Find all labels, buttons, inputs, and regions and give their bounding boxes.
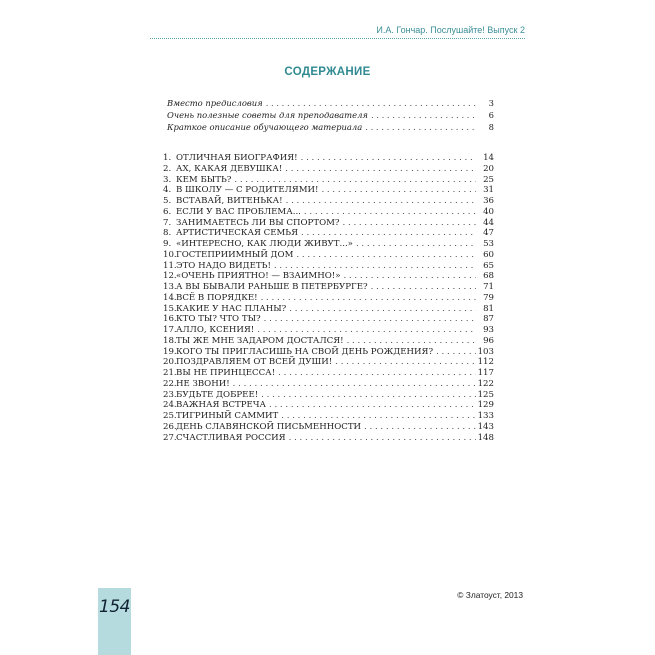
- toc-entry-title: ЭТО НАДО ВИДЕТЬ!: [176, 260, 271, 271]
- toc-entry-title: КЕМ БЫТЬ?: [176, 174, 232, 185]
- toc-lesson-item: [163, 218, 494, 228]
- toc-entry-page: 125: [477, 389, 494, 400]
- toc-leader: [335, 357, 475, 367]
- toc-entry-number: 15.: [163, 303, 177, 314]
- toc-lesson-item: [163, 347, 494, 357]
- toc-entry-number: 4.: [163, 185, 172, 196]
- toc-lesson-item: [163, 357, 494, 367]
- toc-entry-number: 10.: [163, 249, 177, 260]
- toc-entry-title: ЕСЛИ У ВАС ПРОБЛЕМА...: [176, 206, 301, 217]
- toc-leader: [371, 282, 476, 292]
- toc-entry-title: КТО ТЫ? ЧТО ТЫ?: [176, 314, 261, 325]
- toc-entry-title: ТЫ ЖЕ МНЕ ЗАДАРОМ ДОСТАЛСЯ!: [176, 335, 344, 346]
- toc-leader: [343, 271, 476, 281]
- toc-leader: [285, 164, 476, 174]
- toc-entry-number: 27.: [163, 432, 177, 443]
- toc-lesson-item: [163, 185, 494, 195]
- toc-entry-page: 112: [477, 357, 494, 368]
- toc-lesson-item: [163, 239, 494, 249]
- toc-entry-title: НЕ ЗВОНИ!: [176, 378, 230, 389]
- toc-entry-number: 24.: [163, 400, 177, 411]
- toc-entry-title: Очень полезные советы для преподавателя: [167, 110, 368, 120]
- toc-leader: [233, 379, 476, 389]
- toc-lesson-item: [163, 400, 494, 410]
- toc-entry-title: СЧАСТЛИВАЯ РОССИЯ: [176, 432, 286, 443]
- toc-leader: [347, 336, 476, 346]
- toc-entry-page: 93: [483, 325, 494, 335]
- toc-entry-title: А ВЫ БЫВАЛИ РАНЬШЕ В ПЕТЕРБУРГЕ?: [176, 282, 368, 292]
- toc-leader: [261, 390, 475, 400]
- toc-lesson-item: [163, 314, 494, 324]
- toc-entry-page: 79: [483, 292, 494, 303]
- toc-entry-number: 3.: [163, 174, 172, 185]
- toc-lesson-item: [163, 304, 494, 314]
- toc-entry-number: 22.: [163, 378, 177, 389]
- toc-entry-title: ВСЁ В ПОРЯДКЕ!: [176, 292, 258, 303]
- toc-leader: [269, 400, 476, 410]
- toc-lesson-item: [163, 271, 494, 281]
- toc-entry-page: 143: [477, 421, 494, 432]
- toc-entry-title: ЗАНИМАЕТЕСЬ ЛИ ВЫ СПОРТОМ?: [176, 217, 340, 228]
- toc-lesson-item: [163, 336, 494, 346]
- toc-entry-page: 36: [483, 196, 494, 206]
- toc-entry-number: 18.: [163, 335, 177, 346]
- toc-entry-number: 19.: [163, 346, 177, 357]
- toc-lesson-item: [163, 390, 494, 400]
- toc-entry-number: 26.: [163, 421, 177, 432]
- toc-lesson-item: [163, 164, 494, 174]
- toc-entry-page: 129: [477, 400, 494, 411]
- toc-entry-number: 13.: [163, 282, 177, 292]
- toc-entry-number: 5.: [163, 196, 172, 206]
- header-rule: [150, 38, 525, 39]
- toc-leader: [289, 433, 476, 443]
- toc-lesson-item: [163, 411, 494, 421]
- toc-intro-item: [167, 98, 494, 108]
- toc-entry-number: 2.: [163, 163, 172, 174]
- toc-entry-number: 12.: [163, 271, 177, 282]
- toc-entry-number: 20.: [163, 357, 177, 368]
- toc-leader: [264, 314, 476, 324]
- toc-entry-page: 65: [483, 260, 494, 271]
- toc-entry-page: 103: [477, 346, 494, 357]
- toc-entry-page: 6: [488, 110, 494, 120]
- toc-entry-page: 71: [483, 282, 494, 292]
- toc-entry-page: 81: [483, 303, 494, 314]
- toc-entry-page: 3: [488, 98, 494, 108]
- toc-lesson-item: [163, 250, 494, 260]
- toc-entry-page: 44: [483, 217, 494, 228]
- toc-entry-page: 40: [483, 206, 494, 217]
- toc-heading: СОДЕРЖАНИЕ: [284, 66, 371, 78]
- toc-intro-item: [167, 110, 494, 120]
- toc-entry-number: 8.: [163, 228, 172, 239]
- toc-lesson-item: [163, 422, 494, 432]
- toc-lesson-item: [163, 261, 494, 271]
- toc-leader: [343, 218, 476, 228]
- toc-entry-title: КАКИЕ У НАС ПЛАНЫ?: [176, 303, 287, 314]
- toc-entry-title: АРТИСТИЧЕСКАЯ СЕМЬЯ: [176, 228, 299, 239]
- toc-leader: [261, 293, 476, 303]
- toc-lesson-item: [163, 282, 494, 292]
- toc-entry-title: КОГО ТЫ ПРИГЛАСИШЬ НА СВОЙ ДЕНЬ РОЖДЕНИЯ?: [176, 346, 434, 357]
- toc-entry-title: ГОСТЕПРИИМНЫЙ ДОМ: [176, 249, 294, 260]
- toc-lesson-item: [163, 325, 494, 335]
- toc-leader: [436, 347, 476, 357]
- toc-lesson-item: [163, 433, 494, 443]
- toc-entry-title: БУДЬТЕ ДОБРЕЕ!: [176, 389, 259, 400]
- toc-leader: [301, 153, 476, 163]
- toc-lesson-item: [163, 207, 494, 217]
- toc-leader: [296, 250, 476, 260]
- toc-entry-page: 117: [477, 368, 494, 378]
- toc-leader: [365, 122, 476, 132]
- toc-entry-title: В ШКОЛУ — С РОДИТЕЛЯМИ!: [176, 185, 319, 196]
- toc-leader: [301, 228, 476, 238]
- toc-entry-number: 11.: [163, 260, 177, 271]
- toc-entry-page: 31: [483, 185, 494, 196]
- toc-entry-number: 7.: [163, 217, 172, 228]
- toc-entry-page: 68: [483, 271, 494, 282]
- toc-entry-title: «ОЧЕНЬ ПРИЯТНО! — ВЗАИМНО!»: [176, 271, 341, 282]
- toc-lesson-item: [163, 175, 494, 185]
- toc-leader: [274, 261, 476, 271]
- toc-leader: [266, 98, 476, 108]
- toc-entry-page: 25: [483, 174, 494, 185]
- toc-entry-title: ДЕНЬ СЛАВЯНСКОЙ ПИСЬМЕННОСТИ: [176, 421, 362, 432]
- toc-lesson-item: [163, 153, 494, 163]
- toc-entry-page: 20: [483, 163, 494, 174]
- toc-entry-page: 148: [477, 432, 494, 443]
- toc-entry-page: 96: [483, 335, 494, 346]
- toc-leader: [364, 422, 476, 432]
- toc-entry-number: 16.: [163, 314, 177, 325]
- toc-entry-number: 14.: [163, 292, 177, 303]
- toc-lesson-item: [163, 368, 494, 378]
- toc-leader: [356, 239, 476, 249]
- toc-entry-title: ВСТАВАЙ, ВИТЕНЬКА!: [176, 196, 283, 206]
- toc-entry-number: 9.: [163, 239, 172, 249]
- toc-entry-page: 14: [483, 153, 494, 163]
- toc-lesson-item: [163, 293, 494, 303]
- toc-entry-number: 17.: [163, 325, 177, 335]
- toc-entry-title: ВАЖНАЯ ВСТРЕЧА: [176, 400, 266, 411]
- toc-entry-number: 6.: [163, 206, 172, 217]
- toc-entry-page: 47: [483, 228, 494, 239]
- toc-leader: [278, 368, 475, 378]
- toc-entry-title: ВЫ НЕ ПРИНЦЕССА!: [176, 368, 276, 378]
- toc-entry-title: Вместо предисловия: [167, 98, 263, 108]
- toc-leader: [286, 196, 476, 206]
- toc-leader: [289, 304, 476, 314]
- toc-entry-page: 133: [477, 411, 494, 421]
- copyright: © Златоуст, 2013: [457, 590, 523, 600]
- toc-entry-number: 23.: [163, 389, 177, 400]
- toc-lesson-item: [163, 196, 494, 206]
- toc-entry-number: 25.: [163, 411, 177, 421]
- toc-entry-number: 21.: [163, 368, 177, 378]
- toc-entry-number: 1.: [163, 153, 172, 163]
- toc-entry-title: Краткое описание обучающего материала: [167, 122, 363, 132]
- toc-entry-title: ОТЛИЧНАЯ БИОГРАФИЯ!: [176, 153, 298, 163]
- toc-entry-title: ТИГРИНЫЙ САММИТ: [176, 411, 279, 421]
- toc-entry-page: 8: [488, 122, 494, 132]
- toc-leader: [321, 185, 476, 195]
- toc-lesson-item: [163, 228, 494, 238]
- toc-leader: [281, 411, 475, 421]
- toc-entry-title: АХ, КАКАЯ ДЕВУШКА!: [176, 163, 283, 174]
- toc-leader: [304, 207, 476, 217]
- toc-leader: [257, 325, 476, 335]
- toc-entry-title: «ИНТЕРЕСНО, КАК ЛЮДИ ЖИВУТ...»: [176, 239, 353, 249]
- toc-leader: [234, 175, 476, 185]
- toc-entry-page: 53: [483, 239, 494, 249]
- toc-entry-title: ПОЗДРАВЛЯЕМ ОТ ВСЕЙ ДУШИ!: [176, 357, 333, 368]
- toc-leader: [371, 110, 476, 120]
- toc-entry-page: 122: [477, 378, 494, 389]
- page-number: 154: [99, 597, 130, 617]
- toc-entry-title: АЛЛО, КСЕНИЯ!: [176, 325, 255, 335]
- toc-intro-item: [167, 122, 494, 132]
- toc-entry-page: 60: [483, 249, 494, 260]
- toc-lesson-item: [163, 379, 494, 389]
- toc-entry-page: 87: [483, 314, 494, 325]
- header-title: И.А. Гончар. Послушайте! Выпуск 2: [376, 25, 525, 35]
